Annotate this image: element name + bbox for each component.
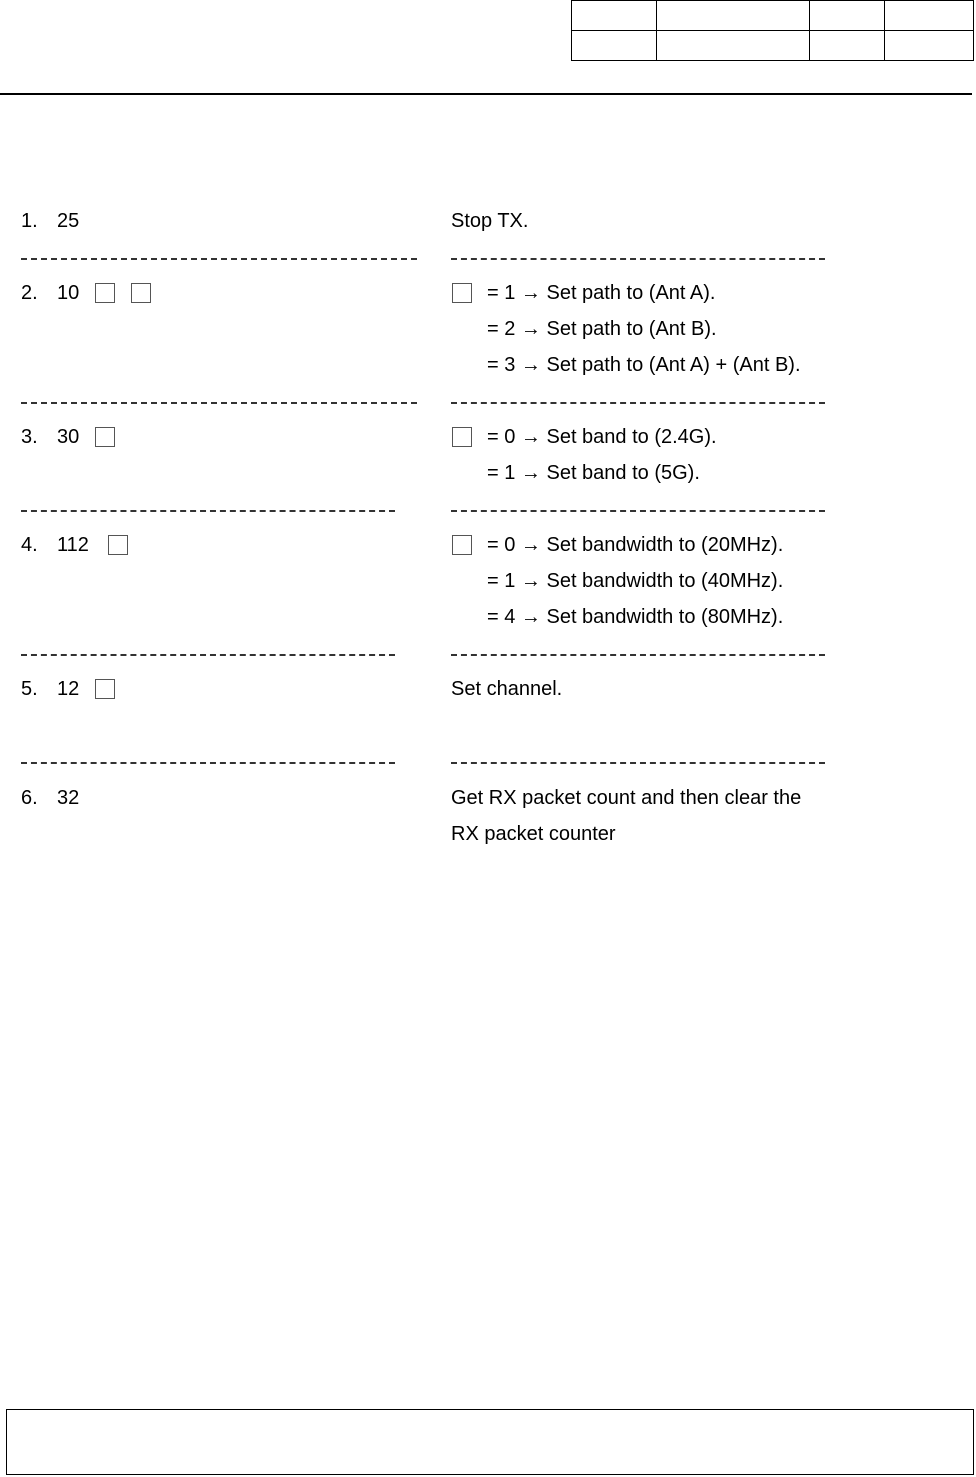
- separator: [451, 402, 825, 404]
- option-prefix: = 3: [487, 354, 516, 376]
- placeholder-box: [95, 679, 115, 699]
- option-text: Set path to (Ant A).: [546, 282, 716, 304]
- option-text: Set band to (2.4G).: [546, 426, 717, 448]
- item-description: RX packet counter: [451, 823, 616, 845]
- option-prefix: = 1: [487, 462, 516, 484]
- header-table: [571, 0, 974, 61]
- separator: [451, 510, 825, 512]
- item-code: 112: [57, 534, 89, 556]
- placeholder-box: [108, 535, 128, 555]
- option-prefix: = 1: [487, 282, 516, 304]
- item-code: 10: [57, 282, 80, 304]
- item-number: 5.: [21, 678, 38, 700]
- arrow-icon: →: [520, 534, 541, 556]
- option-prefix: = 1: [487, 570, 516, 592]
- arrow-icon: →: [520, 570, 541, 592]
- separator: [451, 654, 825, 656]
- placeholder-box: [95, 283, 115, 303]
- item-number: 4.: [21, 534, 38, 556]
- placeholder-box: [452, 283, 472, 303]
- option-text: Set band to (5G).: [546, 462, 700, 484]
- arrow-icon: →: [520, 606, 541, 628]
- option-prefix: = 2: [487, 318, 516, 340]
- placeholder-box: [95, 427, 115, 447]
- separator: [21, 402, 417, 404]
- item-description: Get RX packet count and then clear the: [451, 787, 802, 809]
- option-text: Set bandwidth to (80MHz).: [546, 606, 784, 628]
- placeholder-box: [452, 427, 472, 447]
- option-prefix: = 0: [487, 534, 516, 556]
- separator: [451, 258, 825, 260]
- separator: [21, 258, 417, 260]
- item-description: Set channel.: [451, 678, 563, 700]
- footer-box: [6, 1409, 974, 1475]
- option-prefix: = 4: [487, 606, 516, 628]
- separator: [451, 762, 825, 764]
- arrow-icon: →: [520, 318, 541, 340]
- separator: [21, 510, 395, 512]
- item-number: 2.: [21, 282, 38, 304]
- placeholder-box: [131, 283, 151, 303]
- item-code: 32: [57, 787, 80, 809]
- separator: [21, 654, 395, 656]
- item-number: 1.: [21, 210, 38, 232]
- option-prefix: = 0: [487, 426, 516, 448]
- arrow-icon: →: [520, 426, 541, 448]
- item-code: 30: [57, 426, 80, 448]
- item-code: 12: [57, 678, 80, 700]
- arrow-icon: →: [520, 462, 541, 484]
- option-text: Set path to (Ant B).: [546, 318, 717, 340]
- arrow-icon: →: [520, 354, 541, 376]
- option-text: Set bandwidth to (20MHz).: [546, 534, 784, 556]
- item-description: Stop TX.: [451, 210, 529, 232]
- arrow-icon: →: [520, 282, 541, 304]
- option-text: Set path to (Ant A) + (Ant B).: [546, 354, 801, 376]
- placeholder-box: [452, 535, 472, 555]
- separator: [21, 762, 395, 764]
- header-rule: [0, 93, 972, 95]
- option-text: Set bandwidth to (40MHz).: [546, 570, 784, 592]
- item-code: 25: [57, 210, 80, 232]
- item-number: 6.: [21, 787, 38, 809]
- item-number: 3.: [21, 426, 38, 448]
